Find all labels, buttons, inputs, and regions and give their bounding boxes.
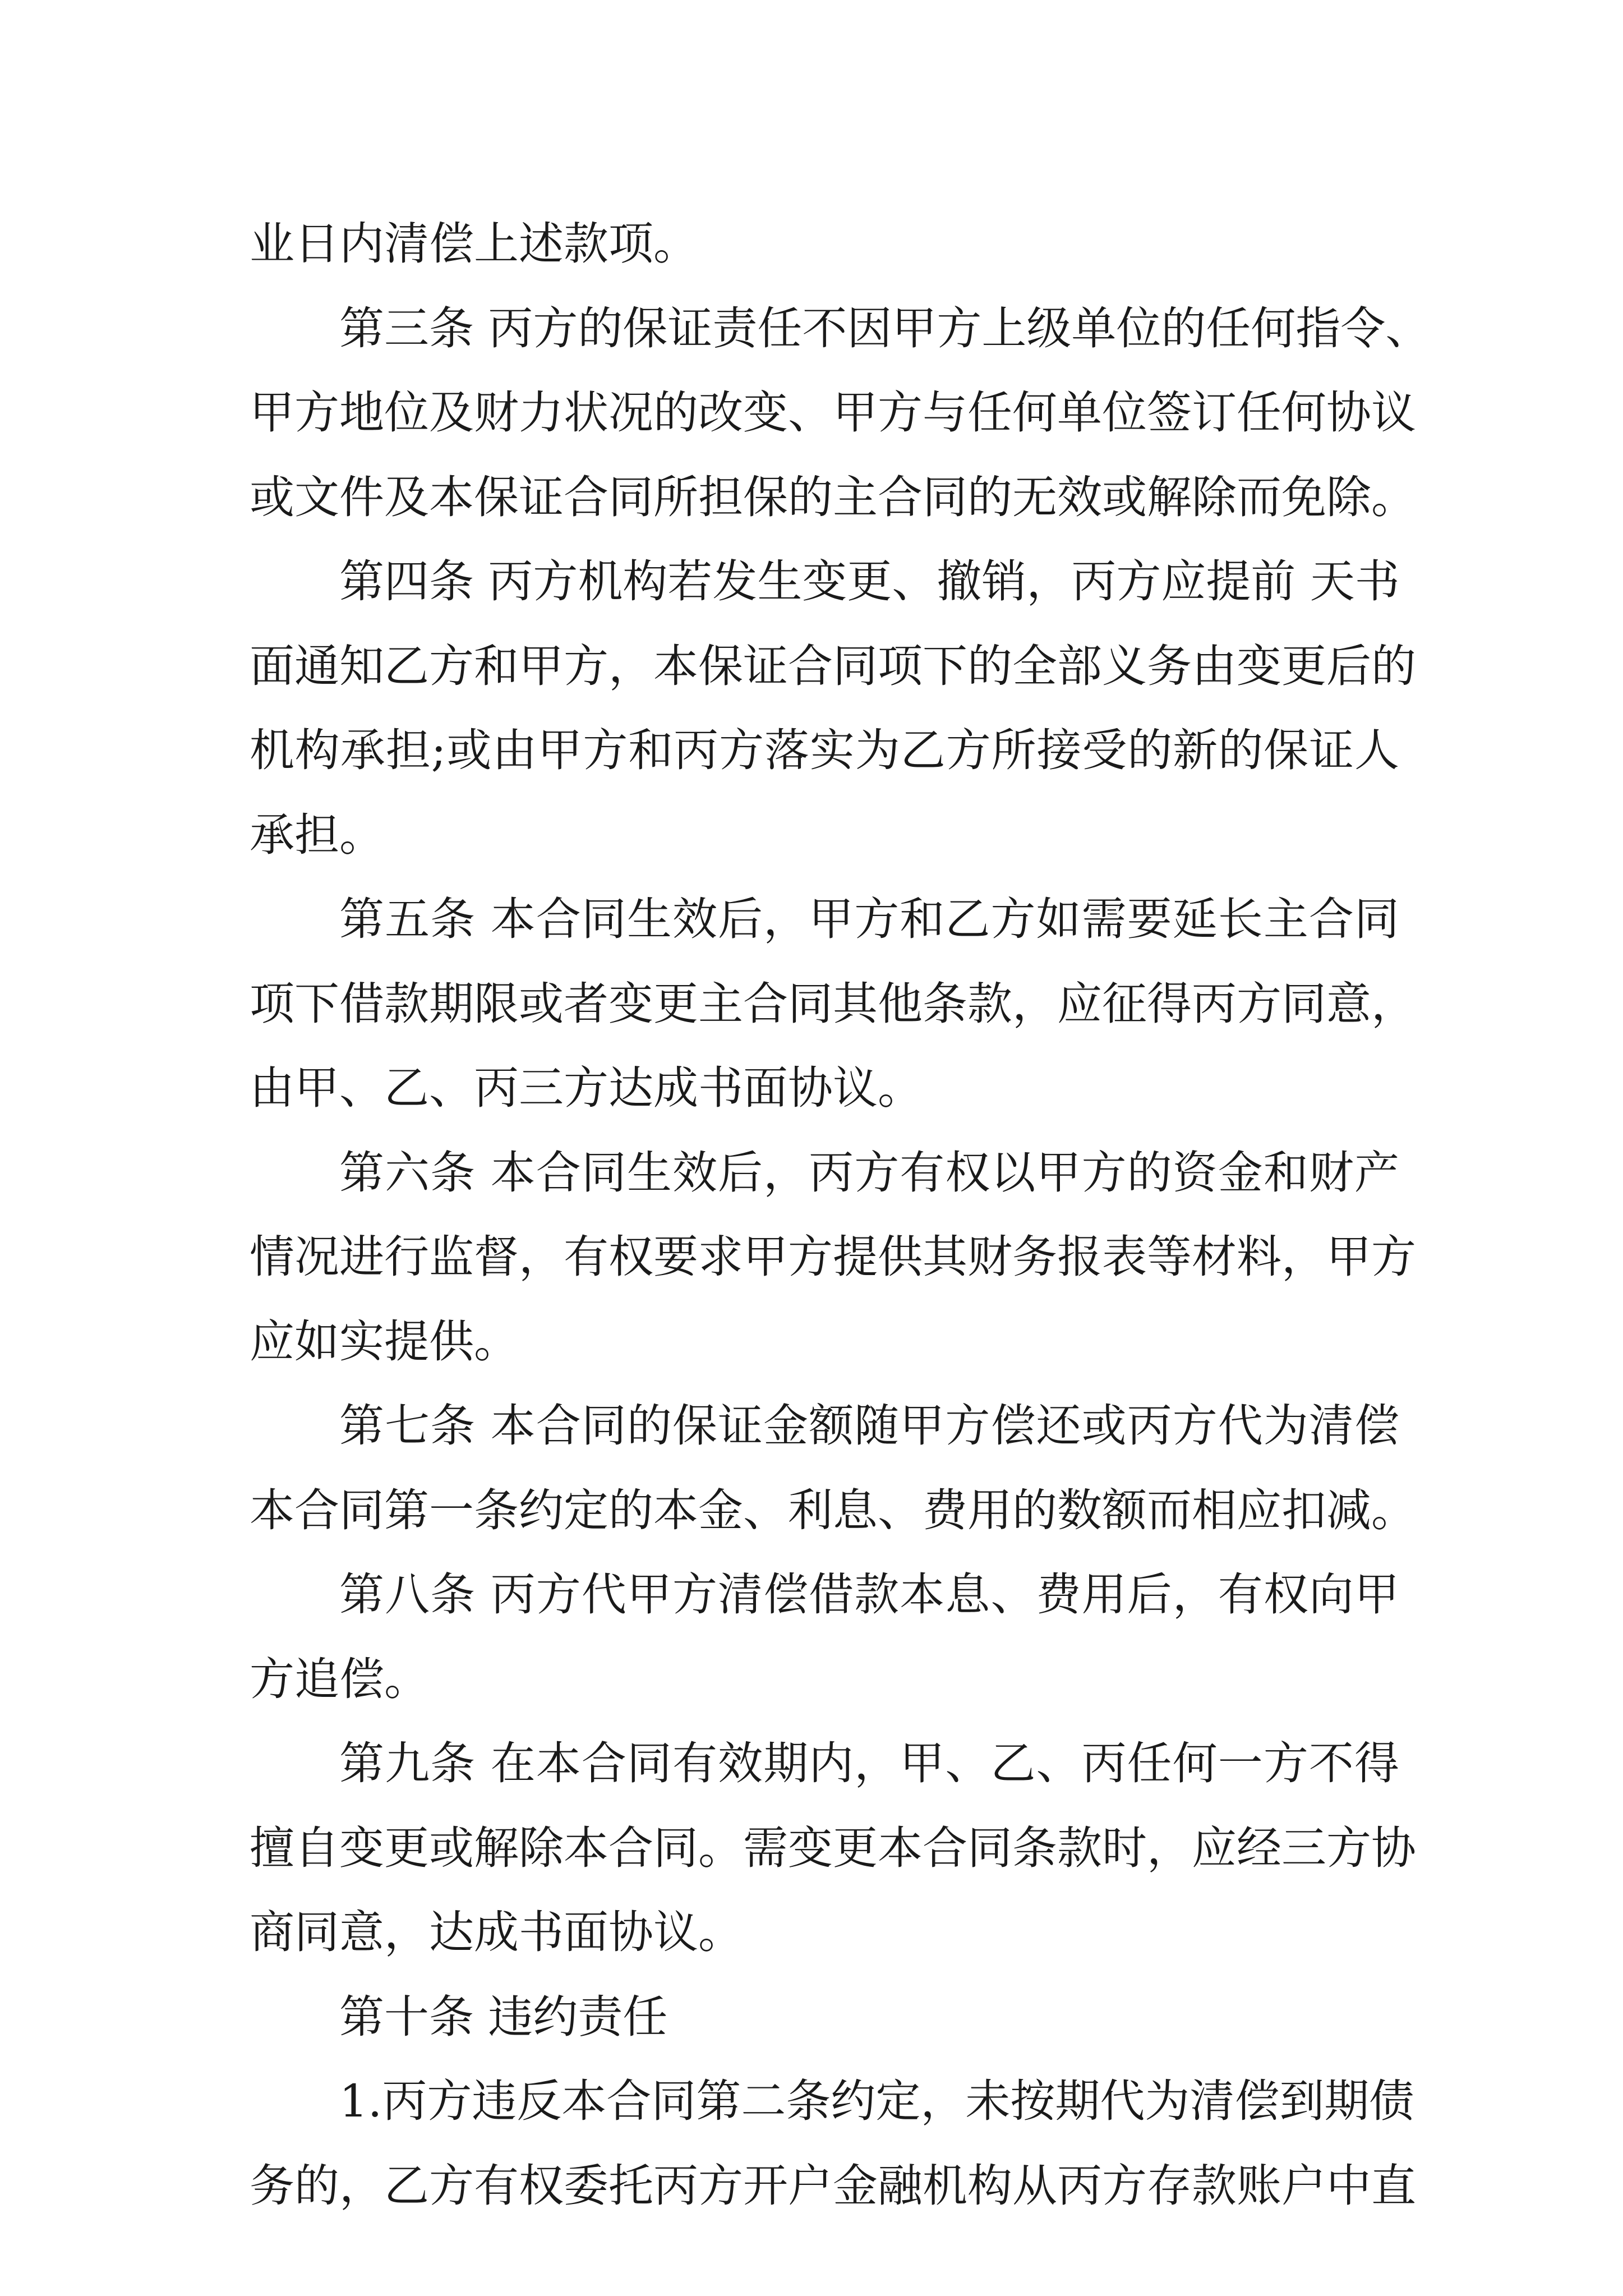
text-line: 第七条 本合同的保证金额随甲方偿还或丙方代为清偿 <box>339 1400 1399 1452</box>
text-line: 情况进行监督，有权要求甲方提供其财务报表等材料，甲方 <box>250 1231 1416 1283</box>
text-line: 第九条 在本合同有效期内，甲、乙、丙任何一方不得 <box>339 1737 1399 1789</box>
text-line: 本合同第一条约定的本金、利息、费用的数额而相应扣减。 <box>250 1484 1416 1536</box>
text-line: 或文件及本保证合同所担保的主合同的无效或解除而免除。 <box>250 471 1416 523</box>
text-line: 第四条 丙方机构若发生变更、撤销，丙方应提前 天书 <box>339 555 1400 608</box>
text-line: 务的，乙方有权委托丙方开户金融机构从丙方存款账户中直 <box>250 2159 1416 2212</box>
text-line: 第十条 违约责任 <box>339 1990 668 2043</box>
text-line: 擅自变更或解除本合同。需变更本合同条款时，应经三方协 <box>250 1821 1416 1874</box>
text-line: 甲方地位及财力状况的改变、甲方与任何单位签订任何协议 <box>250 386 1416 439</box>
text-line: 第五条 本合同生效后，甲方和乙方如需要延长主合同 <box>339 893 1399 945</box>
text-line: 1.丙方违反本合同第二条约定，未按期代为清偿到期债 <box>339 2075 1414 2127</box>
text-line: 第六条 本合同生效后，丙方有权以甲方的资金和财产 <box>339 1146 1399 1199</box>
text-line: 项下借款期限或者变更主合同其他条款，应征得丙方同意， <box>250 977 1416 1030</box>
text-line: 机构承担;或由甲方和丙方落实为乙方所接受的新的保证人 <box>250 724 1399 776</box>
text-line: 业日内清偿上述款项。 <box>250 218 698 270</box>
text-line: 承担。 <box>250 808 384 861</box>
text-line: 第八条 丙方代甲方清偿借款本息、费用后，有权向甲 <box>339 1568 1399 1621</box>
text-line: 方追偿。 <box>250 1653 429 1705</box>
text-line: 商同意，达成书面协议。 <box>250 1906 743 1958</box>
contract-text-body <box>250 202 1431 2228</box>
text-line: 面通知乙方和甲方，本保证合同项下的全部义务由变更后的 <box>250 639 1416 692</box>
text-line: 第三条 丙方的保证责任不因甲方上级单位的任何指令、 <box>339 302 1431 355</box>
text-line: 由甲、乙、丙三方达成书面协议。 <box>250 1062 923 1114</box>
text-line: 应如实提供。 <box>250 1315 519 1368</box>
